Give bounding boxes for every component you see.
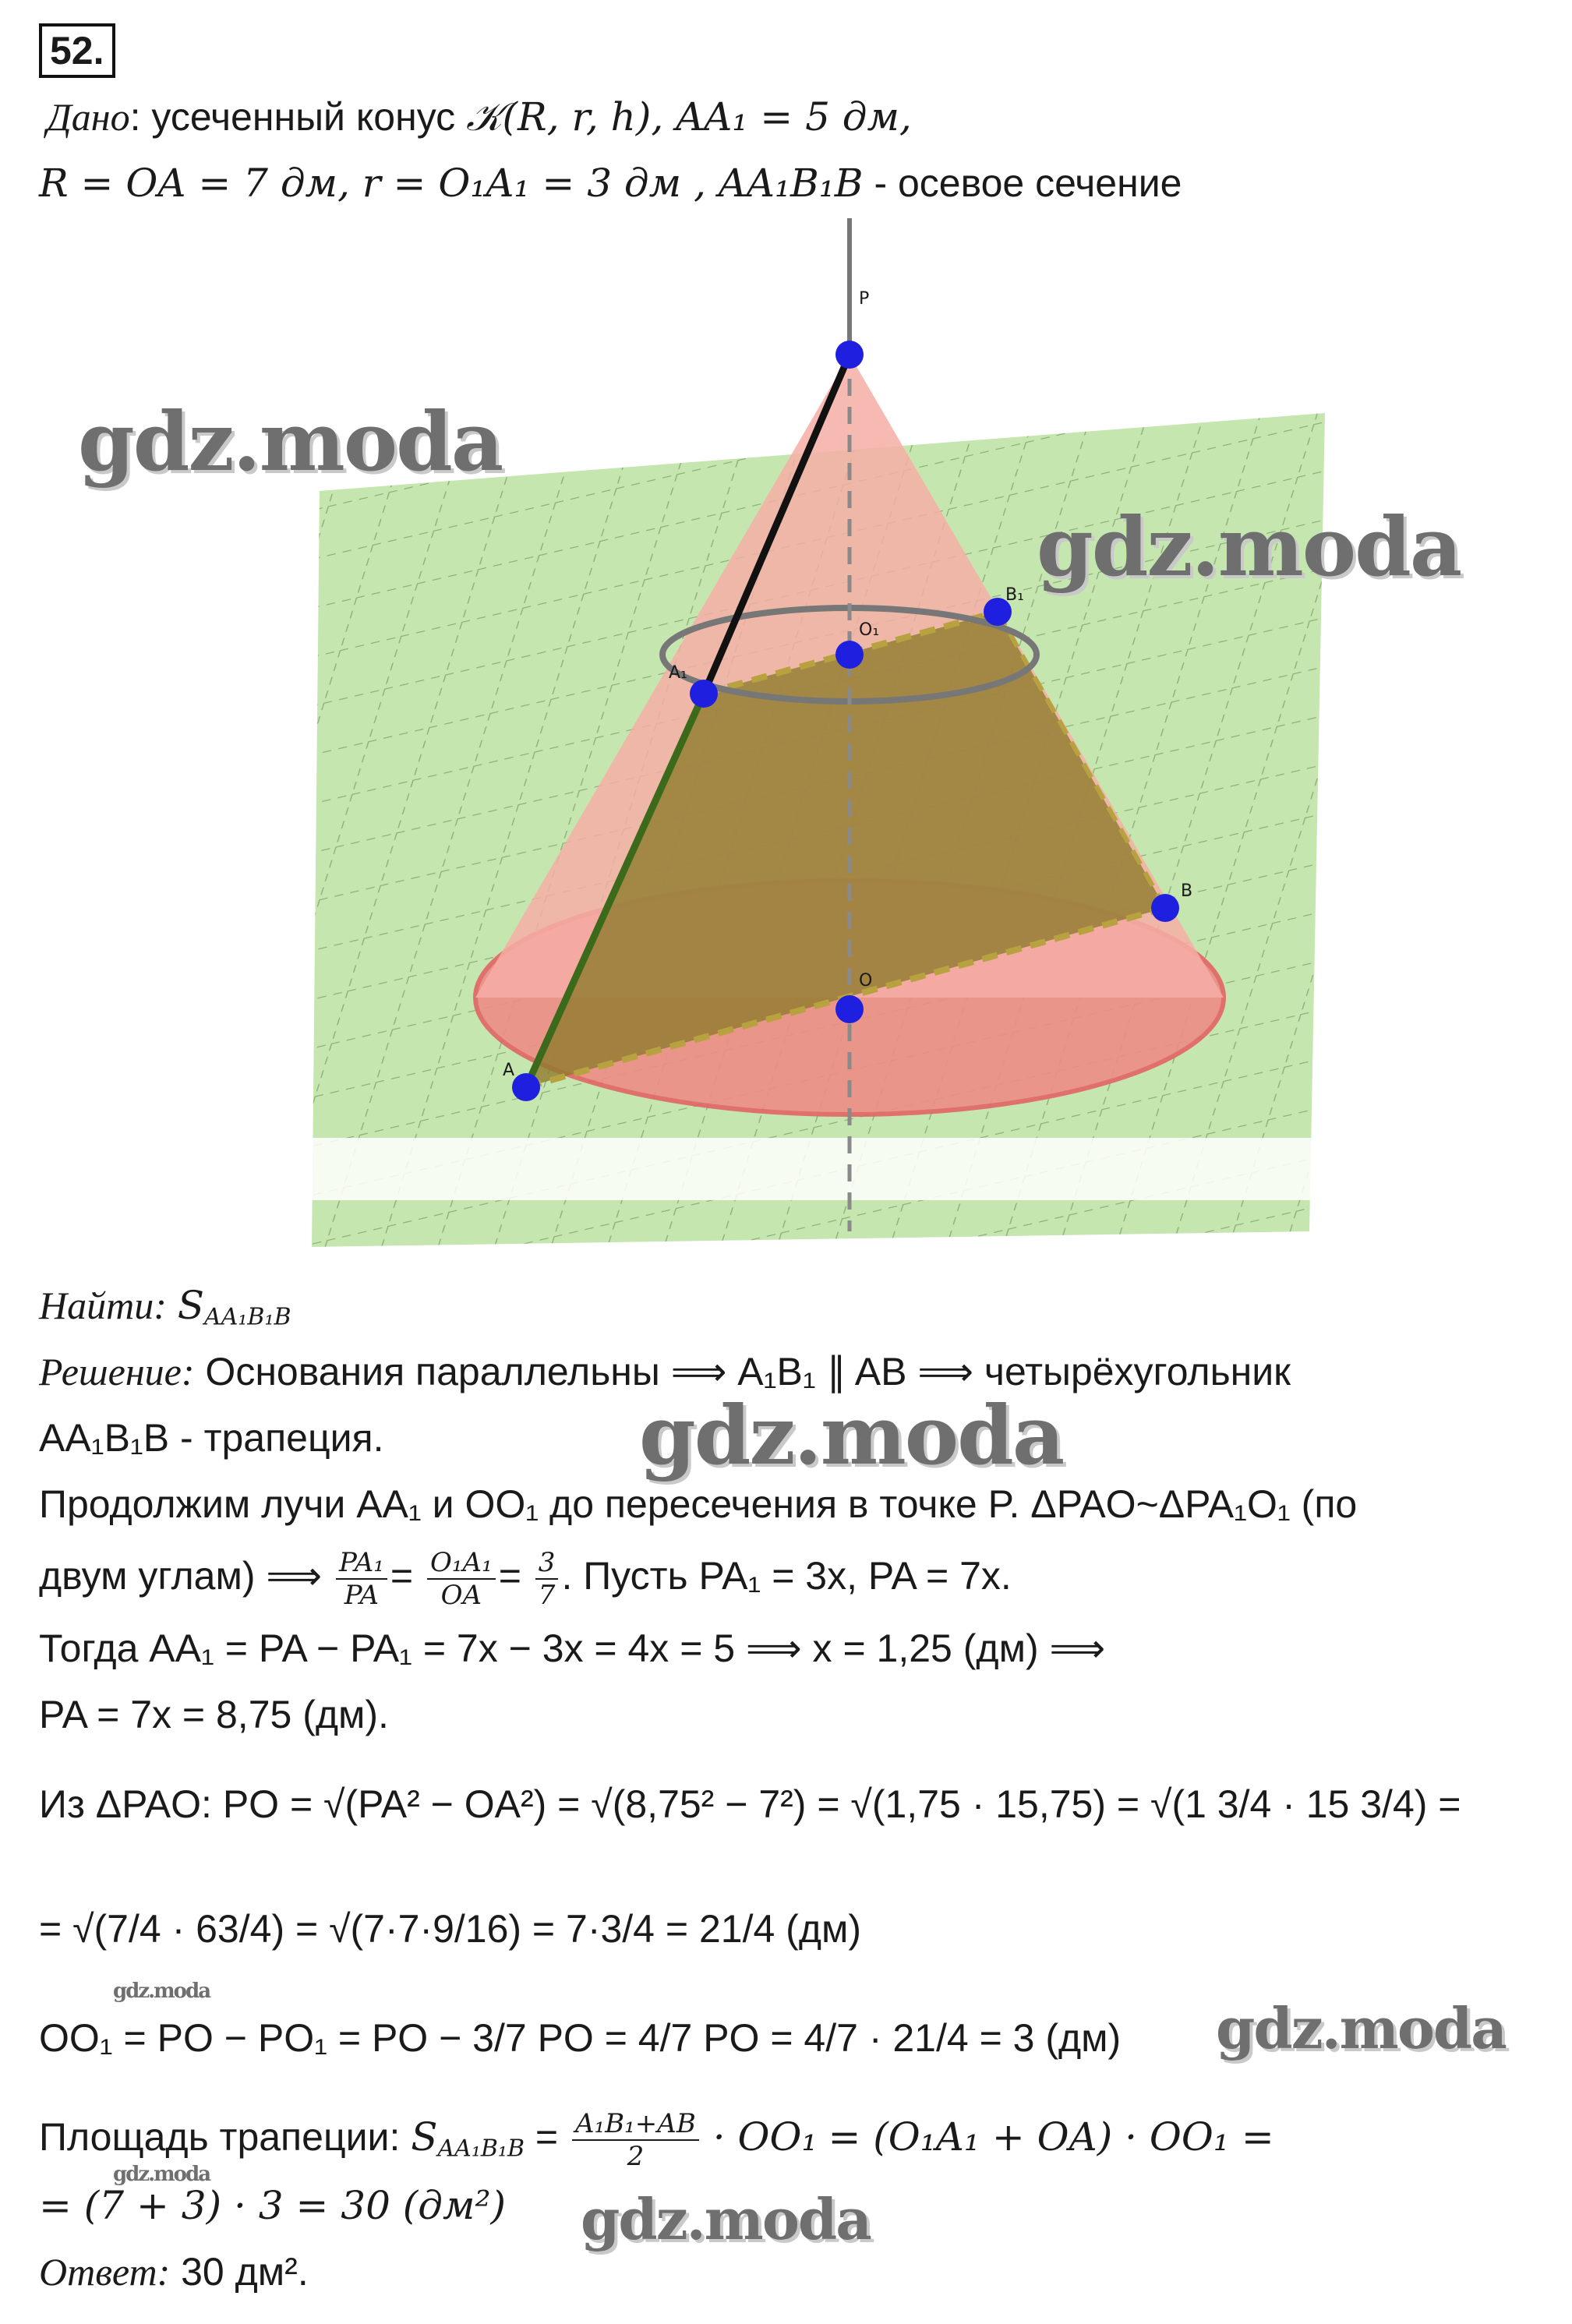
area-symbol: $S_{AA_1B_1B}$ (411, 2114, 525, 2163)
solution-label: Решение: (39, 1350, 195, 1393)
watermark: gdz.moda (1216, 1995, 1506, 2061)
point-a1 (690, 680, 718, 708)
label-p: P (859, 289, 870, 309)
solution-text-4a: двум углам) ⟹ (39, 1554, 323, 1598)
point-p (835, 341, 864, 369)
label-b: B (1181, 881, 1193, 901)
area-rest: = (O₁A₁ + OA) · OO₁ = (828, 2114, 1274, 2160)
solution-line-1 (39, 1348, 1291, 1395)
point-b (1151, 894, 1179, 922)
answer-label: Ответ: (39, 2250, 171, 2294)
fraction-3-7: $\frac{3}{7}$ (535, 1547, 559, 1611)
problem-number: 52. (39, 23, 115, 78)
label-a: A (503, 1061, 515, 1080)
watermark: gdz.moda (113, 2163, 210, 2186)
solution-line-2: AA₁B₁B - трапеция. (39, 1416, 384, 1460)
cone-figure (304, 218, 1333, 1270)
solution-line-10: Площадь трапеции: $S_{AA_1B_1B}$ = $\frac{\text{A₁B₁+AB}}{2}$ · OO₁ = (O₁A₁ + OA) · OO₁ = (39, 2108, 1274, 2172)
given-text: усеченный конус (151, 95, 456, 139)
point-a (512, 1073, 540, 1101)
watermark: gdz.moda (113, 1980, 210, 2003)
point-o (835, 995, 864, 1023)
watermark: gdz.moda (581, 2186, 871, 2252)
solution-line-5: Тогда AA₁ = PA − PA₁ = 7x − 3x = 4x = 5 ⟹ x = 1,25 (дм) ⟹ (39, 1626, 1106, 1670)
watermark: gdz.moda (1037, 499, 1461, 595)
solution-line-7: Из ΔPAO: PO = √(PA² − OA²) = √(8,75² − 7²) = √(1,75 · 15,75) = √(1 3/4 · 15 3/4) = (39, 1782, 1461, 1826)
watermark: gdz.moda (639, 1387, 1064, 1483)
find-line: Найти: $S_{AA_1B_1B}$ (39, 1283, 291, 1331)
find-math: S (177, 1283, 205, 1328)
solution-line-8: = √(7/4 · 63/4) = √(7·7·9/16) = 7·3/4 = 21/4 (дм) (39, 1907, 862, 1951)
fraction-area: $\frac{\text{A₁B₁+AB}}{2}$ (572, 2108, 699, 2172)
answer-value: 30 дм². (181, 2250, 309, 2294)
point-o1 (835, 641, 864, 669)
watermark: gdz.moda (78, 394, 503, 489)
find-label: Найти: (39, 1284, 167, 1327)
answer-line (39, 2248, 309, 2295)
label-o: O (859, 971, 873, 991)
label-b1: B₁ (1005, 585, 1024, 605)
solution-text-4b: . Пусть PA₁ = 3x, PA = 7x. (561, 1554, 1012, 1598)
fraction-pa1-pa: $\frac{\text{PA₁}}{PA}$ (336, 1547, 387, 1611)
given-math-1: 𝒦(R, r, h), AA₁ = 5 дм, (466, 94, 912, 140)
solution-line-4: двум углам) ⟹ $\frac{\text{PA₁}}{PA}$ = $\frac{\text{O₁A₁}}{OA}$ = $\frac{3}{7}$ . Пусть PA₁ = 3x, PA = 7x. (39, 1547, 1012, 1611)
label-o1: O₁ (859, 620, 880, 640)
given-text-2: - осевое сечение (874, 161, 1182, 205)
solution-line-3: Продолжим лучи AA₁ и OO₁ до пересечения в точке P. ΔPAO~ΔPA₁O₁ (по (39, 1482, 1358, 1526)
given-line-2 (39, 160, 1182, 207)
solution-line-11: = (7 + 3) · 3 = 30 (дм²) (39, 2183, 506, 2228)
white-patch (304, 1138, 1333, 1200)
solution-line-9: OO₁ = PO − PO₁ = PO − 3/7 PO = 4/7 PO = 4/7 · 21/4 = 3 (дм) (39, 2016, 1122, 2060)
solution-line-6: PA = 7x = 8,75 (дм). (39, 1693, 389, 1736)
fraction-o1a1-oa: $\frac{\text{O₁A₁}}{OA}$ (427, 1547, 496, 1611)
solution-text-1: Основания параллельны ⟹ A₁B₁ ∥ AB ⟹ четырёхугольник (205, 1350, 1291, 1393)
given-line-1: Дано: усеченный конус 𝒦(R, r, h), AA₁ = 5 дм, (47, 94, 912, 140)
label-a1: A₁ (669, 663, 687, 683)
given-label: Дано (47, 95, 130, 139)
given-math-2: R = OA = 7 дм, r = O₁A₁ = 3 дм , AA₁B₁B (39, 161, 864, 206)
area-label: Площадь трапеции: (39, 2115, 401, 2160)
